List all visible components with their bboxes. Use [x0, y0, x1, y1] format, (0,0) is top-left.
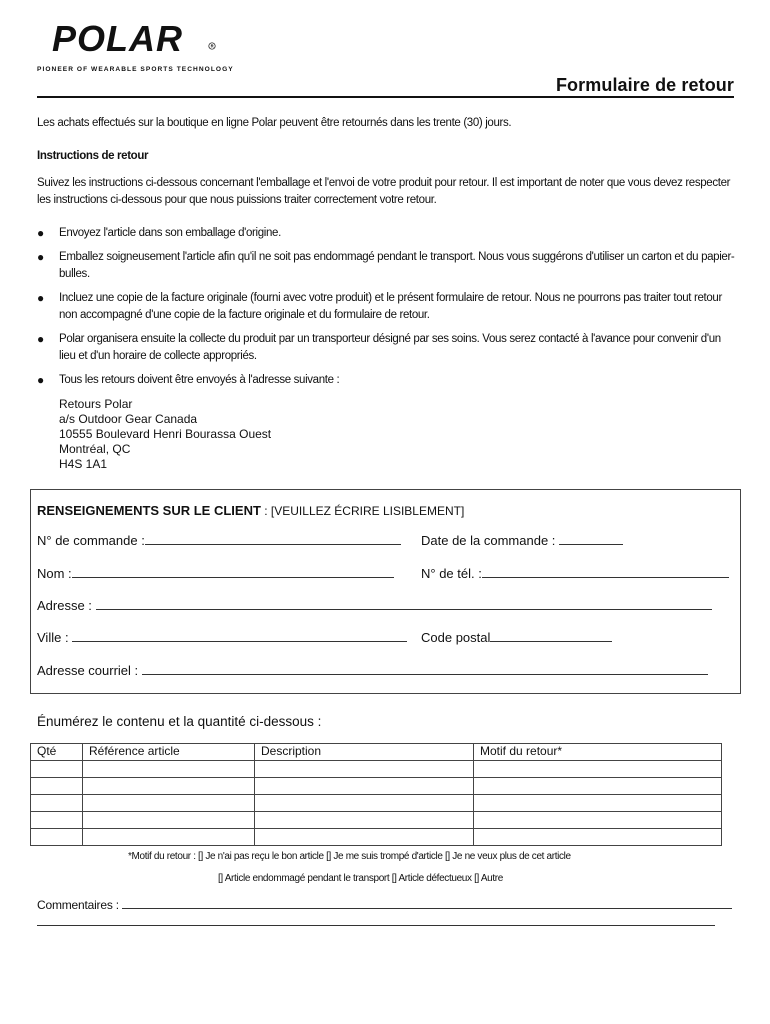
table-header-row — [31, 744, 722, 761]
form-title: Formulaire de retour — [555, 75, 734, 95]
address-line: 10555 Boulevard Henri Bourassa Ouest — [59, 427, 272, 441]
column-header: Description — [255, 744, 474, 761]
city-field[interactable]: Ville : — [37, 629, 407, 645]
svg-text:R: R — [210, 43, 214, 49]
column-header: Motif du retour* — [474, 744, 722, 761]
intro-text: Les achats effectués sur la boutique en ligne Polar peuvent être retournés dans les trente (30) jours. — [37, 117, 512, 129]
bullet-icon: ● — [37, 373, 44, 387]
table-row[interactable] — [31, 812, 722, 829]
column-header: Référence article — [83, 744, 255, 761]
name-field[interactable]: Nom : — [37, 565, 394, 581]
table-row[interactable] — [31, 778, 722, 795]
bullet-icon: ● — [37, 250, 44, 264]
table-row[interactable] — [31, 761, 722, 778]
instructions-list — [37, 225, 737, 396]
table-row[interactable] — [31, 795, 722, 812]
postal-code-field[interactable]: Code postal — [421, 629, 612, 645]
order-date-field[interactable]: Date de la commande : — [421, 532, 623, 548]
return-reason-legend: *Motif du retour : [] Je n'ai pas reçu le bon article [] Je me suis trompé d'article [] Je ne veux plus de cet article — [128, 851, 571, 862]
address-line: H4S 1A1 — [59, 457, 108, 471]
client-heading: RENSEIGNEMENTS SUR LE CLIENT : [VEUILLEZ ÉCRIRE LISIBLEMENT] — [37, 503, 465, 518]
header-divider — [37, 96, 734, 98]
list-item: ● Incluez une copie de la facture originale (fourni avec votre produit) et le présent formulaire de retour. Nous ne pourrons pas traiter tout retour non accompagné d'une copie de la facture originale et du formulaire de retour. — [37, 291, 722, 321]
list-item: ● Emballez soigneusement l'article afin qu'il ne soit pas endommagé pendant le transport. Nous vous suggérons d'utiliser un carton et du papier-bulles. — [37, 250, 735, 280]
email-field[interactable]: Adresse courriel : — [37, 662, 708, 678]
address-line: a/s Outdoor Gear Canada — [59, 412, 198, 426]
items-table — [30, 743, 722, 846]
column-header: Qté — [31, 744, 83, 761]
bullet-icon: ● — [37, 226, 44, 240]
list-item: ● Polar organisera ensuite la collecte du produit par un transporteur désigné par ses soins. Vous serez contacté à l'avance pour convenir d'un lieu et d'un horaire de collecte appropriés. — [37, 332, 721, 362]
comments-line[interactable] — [37, 925, 715, 926]
return-address — [59, 397, 271, 472]
address-line: Montréal, QC — [59, 442, 131, 456]
polar-logo — [52, 22, 217, 54]
address-line: Retours Polar — [59, 397, 133, 411]
instructions-body: Suivez les instructions ci-dessous concernant l'emballage et l'envoi de votre produit pour retour. Il est important de noter que vous devez respecter les instructions ci-dessous pour que nous puissions traiter correctement votre retour. — [37, 177, 731, 206]
list-item: ● Envoyez l'article dans son emballage d'origine. — [37, 226, 281, 240]
order-number-field[interactable]: N° de commande : — [37, 532, 401, 548]
bullet-icon: ● — [37, 332, 44, 346]
address-field[interactable]: Adresse : — [37, 597, 712, 613]
comments-field[interactable]: Commentaires : — [37, 896, 732, 912]
bullet-icon: ● — [37, 291, 44, 305]
phone-field[interactable]: N° de tél. : — [421, 565, 729, 581]
items-heading: Énumérez le contenu et la quantité ci-dessous : — [37, 714, 322, 729]
table-row[interactable] — [31, 829, 722, 846]
instructions-title: Instructions de retour — [37, 150, 149, 162]
tagline: PIONEER OF WEARABLE SPORTS TECHNOLOGY — [37, 66, 234, 73]
return-reason-legend-2: [] Article endommagé pendant le transport [] Article défectueux [] Autre — [218, 873, 503, 884]
list-item: ● Tous les retours doivent être envoyés à l'adresse suivante : — [37, 373, 340, 387]
logo-text: POLAR — [52, 22, 183, 54]
